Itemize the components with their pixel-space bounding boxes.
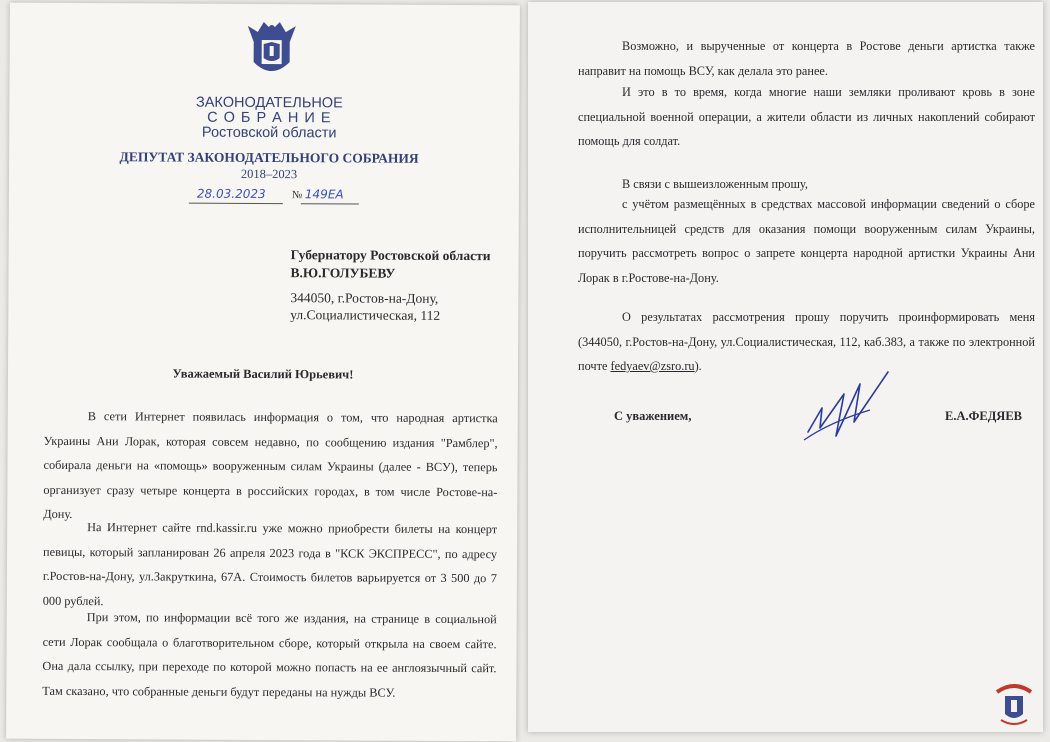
deputy-title: ДЕПУТАТ ЗАКОНОДАТЕЛЬНОГО СОБРАНИЯ (119, 149, 419, 166)
org-name-line2: С О Б Р А Н И Е (207, 109, 332, 127)
handwritten-doc-number: 149ЕА (304, 187, 344, 202)
recipient-address-2: ул.Социалистическая, 112 (290, 307, 441, 323)
paragraph-8-text: О результатах рассмотрения прошу поручить проинформировать меня (344050, г.Ростов-на-Дону, ул.Социалистическая, 112, каб.383, а также по электронной почте (578, 310, 1035, 373)
number-label: № (291, 189, 303, 202)
term-years: 2018–2023 (240, 166, 298, 182)
coat-of-arms-emblem (246, 18, 298, 82)
recipient-title: Губернатору Ростовской области (290, 247, 491, 264)
paragraph-1: В сети Интернет появилась информация о том, что народная артистка Украины Ани Лорак, которая совсем недавно, по сообщению издания "Рамблер", собирала деньги на «помощь» вооруженным силам Украины (далее - ВСУ), теперь организует сразу четыре концерта в российских городах, в том числе Ростове-на-Дону. (43, 409, 498, 522)
date-underline (189, 203, 283, 204)
recipient-address-1: 344050, г.Ростов-на-Дону, (290, 290, 439, 306)
paragraph-3: При этом, по информации всё того же издания, на странице в социальной сети Лорак сообщала о благотворительном сборе, который открыла на своем сайте. Она дала ссылку, при переходе по которой можно попасть на ее англоязычный сайт. Там сказано, что собранные деньги будут переданы на нужды ВСУ. (42, 610, 497, 700)
number-underline (301, 203, 359, 204)
salutation: Уважаемый Василий Юрьевич! (172, 366, 354, 382)
email-link[interactable]: fedyaev@zsro.ru (610, 359, 695, 373)
paragraph-2: На Интернет сайте rnd.kassir.ru уже можно приобрести билеты на концерт певицы, который запланирован 26 апреля 2023 года в "КСК ЭКСПРЕСС", по адресу г.Ростов-на-Дону, ул.Закруткина, 67А. Стоимость билетов варьируется от 3 500 до 7 000 рублей. (42, 520, 498, 608)
recipient-name: В.Ю.ГОЛУБЕВУ (290, 265, 396, 281)
letter-page-1 (6, 3, 520, 742)
org-name-line1: ЗАКОНОДАТЕЛЬНОЕ (195, 94, 343, 112)
news-logo-watermark (993, 682, 1035, 726)
paragraph-6: В связи с вышеизложенным прошу, (622, 177, 808, 191)
paragraph-8-end: ). (694, 359, 702, 373)
paragraph-8 (578, 305, 1035, 379)
org-name-line3: Ростовской области (201, 124, 337, 142)
paragraph-7: с учётом размещённых в средствах массовой информации сведений о сборе исполнительницей средств для оказания помощи вооруженным силам Украины, поручить рассмотреть вопрос о запрете концерта народной артистки Украины Ани Лорак в г.Ростове-на-Дону. (578, 197, 1035, 285)
closing: С уважением, (614, 409, 692, 423)
signer-name: Е.А.ФЕДЯЕВ (945, 409, 1022, 423)
letter-page-2 (528, 2, 1043, 732)
signature (800, 370, 896, 450)
paragraph-5: И это в то время, когда многие наши земляки проливают кровь в зоне специальной военной операции, а жители области из личных накоплений собирают помощь для солдат. (578, 85, 1035, 148)
handwritten-date: 28.03.2023 (196, 186, 266, 202)
paragraph-4: Возможно, и вырученные от концерта в Ростове деньги артистка также направит на помощь ВСУ, как делала это ранее. (578, 39, 1035, 78)
